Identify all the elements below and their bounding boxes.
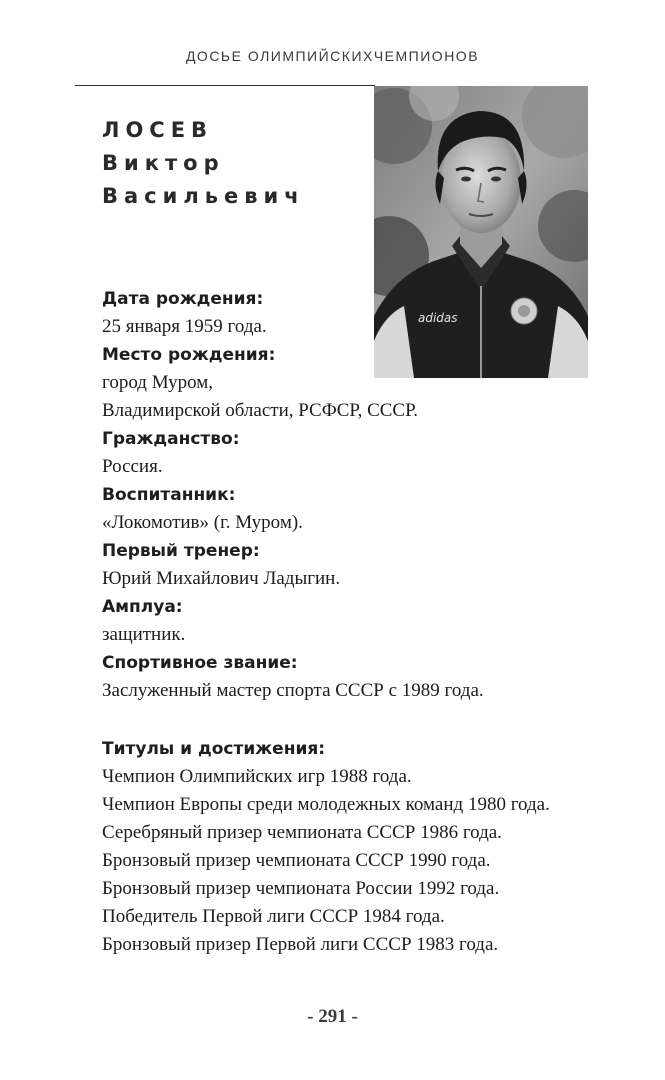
title-item: Бронзовый призер чемпионата СССР 1990 года.	[102, 850, 491, 871]
field-label-club: Воспитанник:	[102, 485, 236, 505]
shirt-logo-text: adidas	[418, 311, 458, 325]
field-label-birth-place: Место рождения:	[102, 345, 276, 365]
field-label-position: Амплуа:	[102, 597, 183, 617]
field-value-first-coach: Юрий Михайлович Ладыгин.	[102, 568, 341, 589]
field-value-citizenship: Россия.	[102, 456, 163, 477]
first-name: Виктор	[102, 151, 225, 175]
surname: ЛОСЕВ	[102, 118, 214, 142]
titles-label: Титулы и достижения:	[102, 739, 326, 759]
title-item: Чемпион Олимпийских игр 1988 года.	[102, 766, 412, 787]
field-value-position: защитник.	[102, 624, 186, 645]
info-fields	[102, 285, 588, 705]
field-value-birth-place-line2: Владимирской области, РСФСР, СССР.	[102, 400, 419, 421]
field-label-sport-rank: Спортивное звание:	[102, 653, 298, 673]
field-label-citizenship: Гражданство:	[102, 429, 240, 449]
field-value-birth-date: 25 января 1959 года.	[102, 316, 267, 337]
field-value-club: «Локомотив» (г. Муром).	[102, 512, 303, 533]
page-number: - 291 -	[307, 1006, 358, 1027]
field-value-birth-place: город Муром,	[102, 372, 214, 393]
title-item: Победитель Первой лиги СССР 1984 года.	[102, 906, 445, 927]
header-rule	[75, 85, 375, 86]
field-value-sport-rank: Заслуженный мастер спорта СССР с 1989 года.	[102, 680, 484, 701]
field-label-first-coach: Первый тренер:	[102, 541, 260, 561]
title-item: Бронзовый призер чемпионата России 1992 года.	[102, 878, 500, 899]
athlete-name	[102, 114, 305, 213]
title-item: Чемпион Европы среди молодежных команд 1980 года.	[102, 794, 550, 815]
running-header: ДОСЬЕ ОЛИМПИЙСКИХЧЕМПИОНОВ	[185, 48, 480, 64]
titles-section	[75, 735, 588, 959]
patronymic: Васильевич	[102, 184, 305, 208]
field-label-birth-date: Дата рождения:	[102, 289, 264, 309]
title-item: Бронзовый призер Первой лиги СССР 1983 года.	[102, 934, 499, 955]
title-item: Серебряный призер чемпионата СССР 1986 года.	[102, 822, 502, 843]
